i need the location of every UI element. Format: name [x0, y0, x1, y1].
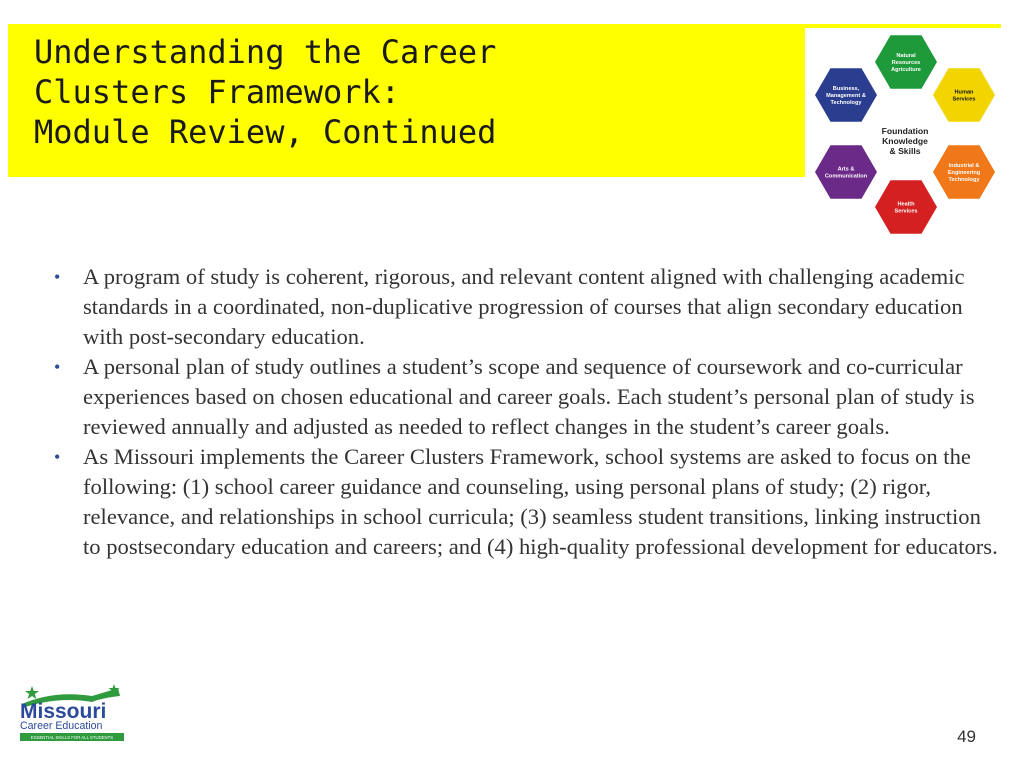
- career-clusters-wheel: [805, 28, 1001, 242]
- logo-tagline: ESSENTIAL SKILLS FOR ALL STUDENTS: [30, 735, 114, 740]
- center-label-line: Knowledge: [882, 136, 928, 146]
- center-label-line: & Skills: [889, 146, 921, 156]
- bullet-text: A program of study is coherent, rigorous, and relevant content aligned with challenging academic standards in a coordinated, non-duplicative progression of courses that align secondary education with post-secondary education.: [83, 264, 965, 349]
- logo-line1: Missouri: [20, 700, 107, 723]
- missouri-career-education-logo: [14, 684, 128, 744]
- logo-line2: Career Education: [20, 720, 103, 732]
- bullet-dot-icon: •: [54, 357, 61, 377]
- hexagon-label: Communication: [824, 173, 868, 180]
- hexagon-label: Services: [894, 208, 918, 215]
- logo-graphic: [14, 684, 128, 744]
- center-label-line: Foundation: [881, 126, 929, 136]
- hexagon-label: Resources: [891, 60, 921, 66]
- career-clusters-graphic: [805, 28, 1001, 242]
- hexagon-label: Agriculture: [891, 67, 921, 73]
- hexagon-label: Services: [952, 96, 976, 103]
- bullet-text: A personal plan of study outlines a student’s scope and sequence of coursework and co-curricular experiences based on chosen educational and career goals. Each student’s personal plan of study is reviewed annually and adjusted as needed to reflect changes in the student’s career goals.: [83, 354, 975, 439]
- hexagon-label: Natural: [896, 53, 916, 59]
- bullet-item: [52, 442, 1000, 562]
- hexagon-label: Business,: [832, 86, 860, 92]
- bullet-list: [52, 262, 1000, 562]
- bullet-dot-icon: •: [54, 267, 61, 287]
- hexagon-label: Engineering: [947, 170, 981, 176]
- hexagon-label: Technology: [948, 177, 980, 183]
- bullet-text: As Missouri implements the Career Clusters Framework, school systems are asked to focus on the following: (1) school career guidance and counseling, using personal plans of study; (2) rigor, relevance, and relationships in school curricula; (3) seamless student transitions, linking instruction to postsecondary education and careers; and (4) high-quality professional development for educators.: [83, 444, 998, 559]
- bullet-dot-icon: •: [54, 447, 61, 467]
- hexagon-label: Technology: [830, 100, 862, 106]
- hexagon-label: Human: [954, 89, 974, 96]
- page-number: 49: [957, 727, 976, 746]
- hexagon-label: Management &: [826, 93, 866, 99]
- slide-title: Understanding the Career Clusters Framework: Module Review, Continued: [34, 33, 497, 151]
- hexagon-label: Industrial &: [948, 163, 980, 169]
- bullet-item: [52, 352, 1000, 442]
- hexagon-label: Arts &: [837, 166, 855, 173]
- bullet-item: [52, 262, 1000, 352]
- hexagon-label: Health: [897, 201, 915, 208]
